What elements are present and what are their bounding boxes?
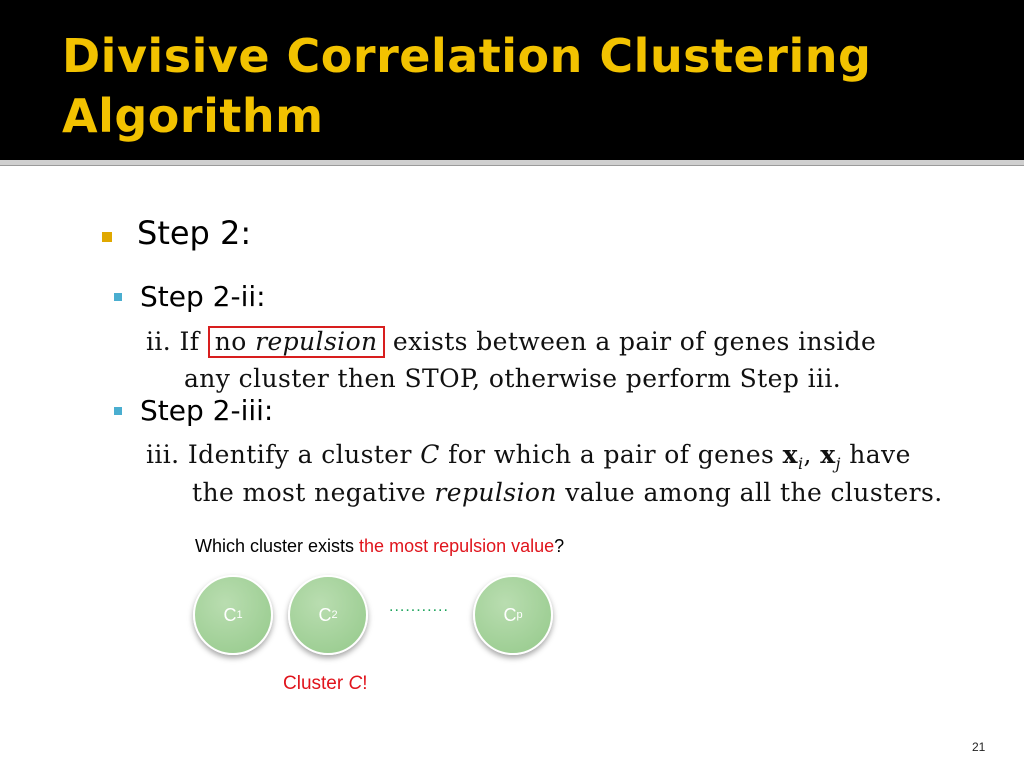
quote-italic-text: C — [420, 440, 440, 469]
slide-title — [62, 26, 962, 146]
title-line-1: Divisive Correlation Clustering — [62, 29, 872, 83]
sub-step-label: Step 2-ii: — [140, 280, 266, 313]
repulsion-highlight-box — [208, 326, 385, 358]
quote-italic-text: repulsion — [255, 327, 378, 356]
question-highlight: the most repulsion value — [359, 536, 555, 556]
quote-number: iii. — [146, 440, 180, 469]
quote-step-iii-line1: iii. Identify a cluster C for which a pair of genes $x_i$, $x_j$ have — [146, 440, 911, 473]
sub-step-label: Step 2-iii: — [140, 394, 274, 427]
vector-x-i: $x_i$ — [782, 440, 804, 473]
quote-step-ii-line1 — [146, 326, 876, 358]
step-main-text: Step 2: — [137, 214, 252, 252]
cluster-c-label: Cluster C! — [283, 673, 368, 694]
quote-text: Identify a cluster — [187, 440, 412, 469]
sub-bullet-icon — [114, 407, 122, 415]
title-line-2: Algorithm — [62, 89, 324, 143]
quote-number: ii. — [146, 327, 172, 356]
ellipsis-dots: ........... — [389, 598, 449, 615]
quote-text: have — [849, 440, 911, 469]
bullet-square-icon — [102, 232, 112, 242]
cluster-circle-2: C 2 — [288, 575, 368, 655]
vector-x-j: $x_j$ — [820, 440, 841, 473]
cluster-circle-p: C p — [473, 575, 553, 655]
question-text: Which cluster exists the most repulsion value? — [195, 536, 565, 556]
quote-step-ii-line2: any cluster then STOP, otherwise perform Step iii. — [184, 364, 842, 393]
quote-text: If — [179, 327, 200, 356]
title-bar — [0, 0, 1024, 160]
quote-step-iii-line2: the most negative repulsion value among all the clusters. — [192, 478, 943, 507]
quote-text: no — [214, 327, 247, 356]
page-number: 21 — [972, 740, 986, 754]
cluster-circle-1: C 1 — [193, 575, 273, 655]
quote-text: exists between a pair of genes inside — [392, 327, 877, 356]
sub-bullet-icon — [114, 293, 122, 301]
quote-text: for which a pair of genes — [448, 440, 775, 469]
